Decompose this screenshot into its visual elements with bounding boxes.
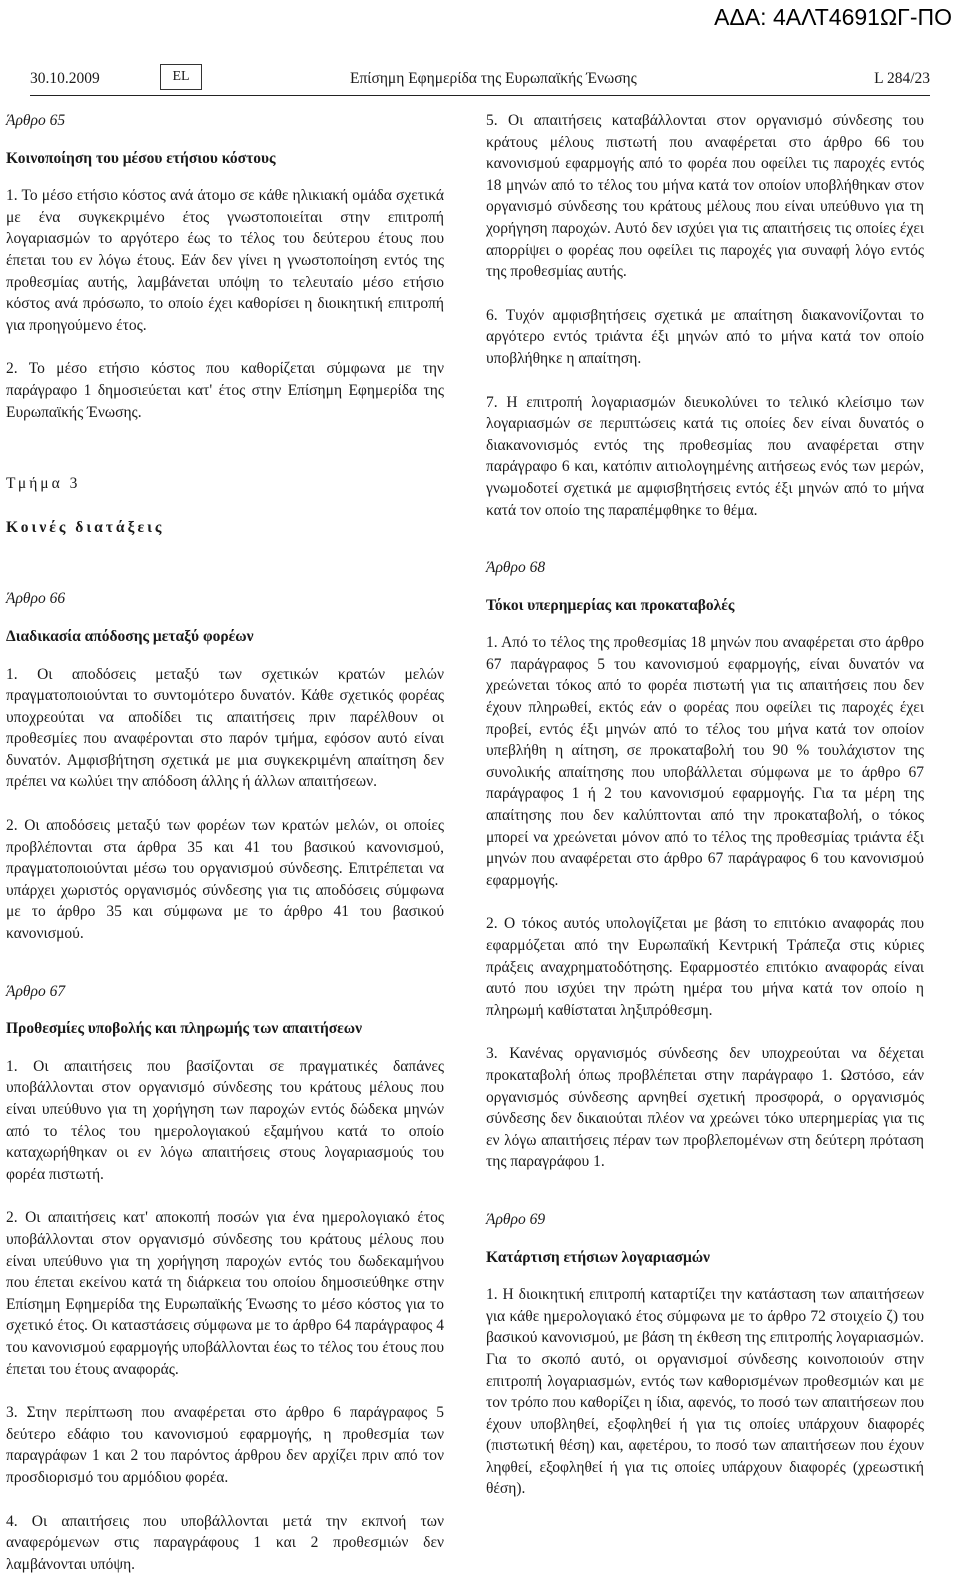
article-68-para-1: 1. Από το τέλος της προθεσμίας 18 μηνών που αναφέρεται στο άρθρο 67 παράγραφος 5 του κανονισμού εφαρμογής, είναι δυνατόν να χρεώνεται τόκος από το φορέα πιστωτή για τις απαιτήσεις που δεν έχουν πληρωθεί, εκτός εάν ο φορέας που οφείλει τις παροχές έχει προβεί, εντός έξι μηνών από το τέλος του μήνα κατά τον οποίον υπεβλήθη η αίτηση, σε προκαταβολή του 90 % τουλάχιστον της συνολικής απαίτησης που υποβάλλεται σύμφωνα με το άρθρο 67 παράγραφος 1 ή 2 του κανονισμού εφαρμογής. Για τα μέρη της απαίτησης που δεν καλύπτονται από την προκαταβολή, ο τόκος μπορεί να χρεώνεται μόνον από το τέλος της προθεσμίας τριάντα έξι μηνών που αναφέρεται στο άρθρο 67 παράγραφος 6 του κανονισμού εφαρμογής. <box>486 632 924 891</box>
ada-watermark: ΑΔΑ: 4ΑΛΤ4691ΩΓ-ΠΟ <box>714 4 952 31</box>
article-69-title: Κατάρτιση ετήσιων λογαριασμών <box>486 1247 924 1269</box>
article-69-para-1: 1. Η διοικητική επιτροπή καταρτίζει την κατάσταση των απαιτήσεων για κάθε ημερολογιακό έτος σύμφωνα με το άρθρο 72 στοιχείο ζ) του βασικού κανονισμού, με βάση τη έκθεση της επιτροπής λογαριασμών. Για το σκοπό αυτό, οι οργανισμοί σύνδεσης κοινοποιούν στην επιτροπή λογαριασμών, εντός των καθορισμένων προθεσμιών και με τον τρόπο που καθορίζει η ίδια, αφενός, το ποσό των απαιτήσεων που έχουν υποβληθεί, εξοφληθεί ή για τις οποίες υπάρχουν διαφορές (πιστωτική θέση) και, αφετέρου, το ποσό των απαιτήσεων που έχουν ληφθεί, εξοφληθεί ή για τις οποίες υπάρχουν διαφορές (χρεωστική θέση). <box>486 1284 924 1500</box>
article-67-para-2: 2. Οι απαιτήσεις κατ' αποκοπή ποσών για ένα ημερολογιακό έτος υποβάλλονται στον οργανισμό σύνδεσης του κράτους μέλους που είναι υπεύθυνο για τη χορήγηση παροχών εντός του δωδεκαμήνου που έπεται εκείνου κατά τη διάρκεια του οποίου δημοσιεύθηκε στην Επίσημη Εφημερίδα της Ευρωπαϊκής Ένωσης το μέσο κόστος για το σχετικό έτος. Οι καταστάσεις σύμφωνα με το άρθρο 64 παράγραφος 4 του κανονισμού εφαρμογής υποβάλλονται έως το τέλος του έτους που έπεται του έτους αναφοράς. <box>6 1207 444 1380</box>
article-67-para-5: 5. Οι απαιτήσεις καταβάλλονται στον οργανισμό σύνδεσης του κράτους μέλους πιστωτή που αναφέρεται στο άρθρο 66 του κανονισμού εφαρμογής από το φορέα που οφείλει τις παροχές εντός 18 μηνών από το τέλος του μήνα κατά τον οποίον υποβλήθηκαν στον οργανισμό σύνδεσης του κράτους μέλους που είναι υπεύθυνο για τη χορήγηση παροχών. Αυτό δεν ισχύει για τις απαιτήσεις τις οποίες έχει απορρίψει ο φορέας που οφείλει τις παροχές για συναφή λόγο εντός της προθεσμίας αυτής. <box>486 110 924 283</box>
article-66-number: Άρθρο 66 <box>6 588 444 610</box>
language-badge: EL <box>160 64 202 90</box>
article-68-title: Τόκοι υπερημερίας και προκαταβολές <box>486 595 924 617</box>
page-header <box>30 64 930 94</box>
article-67-number: Άρθρο 67 <box>6 981 444 1003</box>
section-3-title: Κοινές διατάξεις <box>6 517 444 539</box>
article-66-title: Διαδικασία απόδοσης μεταξύ φορέων <box>6 626 444 648</box>
article-69-number: Άρθρο 69 <box>486 1209 924 1231</box>
article-68-number: Άρθρο 68 <box>486 557 924 579</box>
article-65-title: Κοινοποίηση του μέσου ετήσιου κόστους <box>6 148 444 170</box>
header-rule <box>30 95 930 96</box>
article-65-number: Άρθρο 65 <box>6 110 444 132</box>
article-67-para-1: 1. Οι απαιτήσεις που βασίζονται σε πραγματικές δαπάνες υποβάλλονται στον οργανισμό σύνδεσης του κράτους μέλους που είναι υπεύθυνο για τη χορήγηση των παροχών εντός δώδεκα μηνών από το τέλος του ημερολογιακού εξαμήνου κατά το οποίο καταχωρήθηκαν οι εν λόγω απαιτήσεις στους λογαριασμούς του φορέα πιστωτή. <box>6 1056 444 1186</box>
left-column <box>6 110 444 1575</box>
article-65-para-1: 1. Το μέσο ετήσιο κόστος ανά άτομο σε κάθε ηλικιακή ομάδα σχετικά με ένα συγκεκριμένο έτος γνωστοποιείται στην επιτροπή λογαριασμών το αργότερο έως το τέλος του δεύτερου έτους που έπεται του εν λόγω έτους. Εάν δεν γίνει η γνωστοποίηση εντός της προθεσμίας αυτής, λαμβάνεται υπόψη το τελευταίο μέσο ετήσιο κόστος ανά πρόσωπο, το οποίο έχει καθορίσει η διοικητική επιτροπή για προηγούμενο έτος. <box>6 185 444 336</box>
article-66-para-2: 2. Οι αποδόσεις μεταξύ των φορέων των κρατών μελών, οι οποίες προβλέπονται στα άρθρα 35 και 41 του βασικού κανονισμού, πραγματοποιούνται μέσω του οργανισμού σύνδεσης. Επιτρέπεται να υπάρχει χωριστός οργανισμός σύνδεσης για τις αποδόσεις σύμφωνα με το άρθρο 35 και σύμφωνα με το άρθρο 41 του βασικού κανονισμού. <box>6 815 444 945</box>
right-column <box>486 110 924 1500</box>
issue-date: 30.10.2009 <box>30 70 100 88</box>
journal-title: Επίσημη Εφημερίδα της Ευρωπαϊκής Ένωσης <box>350 70 637 88</box>
article-67-para-6: 6. Τυχόν αμφισβητήσεις σχετικά με απαίτηση διακανονίζονται το αργότερο εντός τριάντα έξι μηνών από το μήνα κατά τον οποίο υποβλήθηκε η απαίτηση. <box>486 305 924 370</box>
section-3-number: Τμήμα 3 <box>6 473 444 495</box>
article-66-para-1: 1. Οι αποδόσεις μεταξύ των σχετικών κρατών μελών πραγματοποιούνται το συντομότερο δυνατόν. Κάθε σχετικός φορέας υποχρεούται να αποδίδει τις απαιτήσεις πριν παρέλθουν οι προθεσμίες που αναφέρονται στο παρόν τμήμα, εφόσον αυτό είναι δυνατόν. Αμφισβήτηση σχετικά με μια συγκεκριμένη απαίτηση δεν πρέπει να κωλύει την απόδοση άλλης ή άλλων απαιτήσεων. <box>6 664 444 794</box>
article-67-para-4: 4. Οι απαιτήσεις που υποβάλλονται μετά την εκπνοή των αναφερόμενων στις παραγράφους 1 και 2 προθεσμιών δεν λαμβάνονται υπόψη. <box>6 1511 444 1575</box>
article-67-para-3: 3. Στην περίπτωση που αναφέρεται στο άρθρο 6 παράγραφος 5 δεύτερο εδάφιο του κανονισμού εφαρμογής, η προθεσμία των παραγράφων 1 και 2 του παρόντος άρθρου δεν αρχίζει πριν από τον προσδιορισμό του αρμόδιου φορέα. <box>6 1402 444 1488</box>
article-67-para-7: 7. Η επιτροπή λογαριασμών διευκολύνει το τελικό κλείσιμο των λογαριασμών σε περιπτώσεις κατά τις οποίες δεν είναι δυνατός ο διακανονισμός εντός της προθεσμίας που αναφέρεται στην παράγραφο 6 και, κατόπιν αιτιολογημένης αιτήσεως ενός των μερών, γνωμοδοτεί σχετικά με αμφισβητήσεις εντός έξι μηνών από το μήνα κατά τον οποίο της παραπέμφθηκε το θέμα. <box>486 392 924 522</box>
article-65-para-2: 2. Το μέσο ετήσιο κόστος που καθορίζεται σύμφωνα με την παράγραφο 1 δημοσιεύεται κατ' έτος στην Επίσημη Εφημερίδα της Ευρωπαϊκής Ένωσης. <box>6 358 444 423</box>
article-68-para-3: 3. Κανένας οργανισμός σύνδεσης δεν υποχρεούται να δέχεται προκαταβολή όπως προβλέπεται στην παράγραφο 1. Ωστόσο, εάν οργανισμός σύνδεσης αρνηθεί σχετική προσφορά, ο οργανισμός σύνδεσης δεν δικαιούται πλέον να χρεώνει τόκο υπερημερίας για τις εν λόγω απαιτήσεις πέραν των προβλεπομένων στη δεύτερη πρόταση της παραγράφου 1. <box>486 1043 924 1173</box>
page-number: L 284/23 <box>874 70 930 88</box>
article-67-title: Προθεσμίες υποβολής και πληρωμής των απαιτήσεων <box>6 1018 444 1040</box>
article-68-para-2: 2. Ο τόκος αυτός υπολογίζεται με βάση το επιτόκιο αναφοράς που εφαρμόζεται από την Ευρωπαϊκή Κεντρική Τράπεζα στις κύριες πράξεις αναχρηματοδότησης. Εφαρμοστέο επιτόκιο αναφοράς είναι αυτό που ισχύει την πρώτη ημέρα του μήνα κατά τον οποίο η πληρωμή καθίσταται ληξιπρόθεσμη. <box>486 913 924 1021</box>
